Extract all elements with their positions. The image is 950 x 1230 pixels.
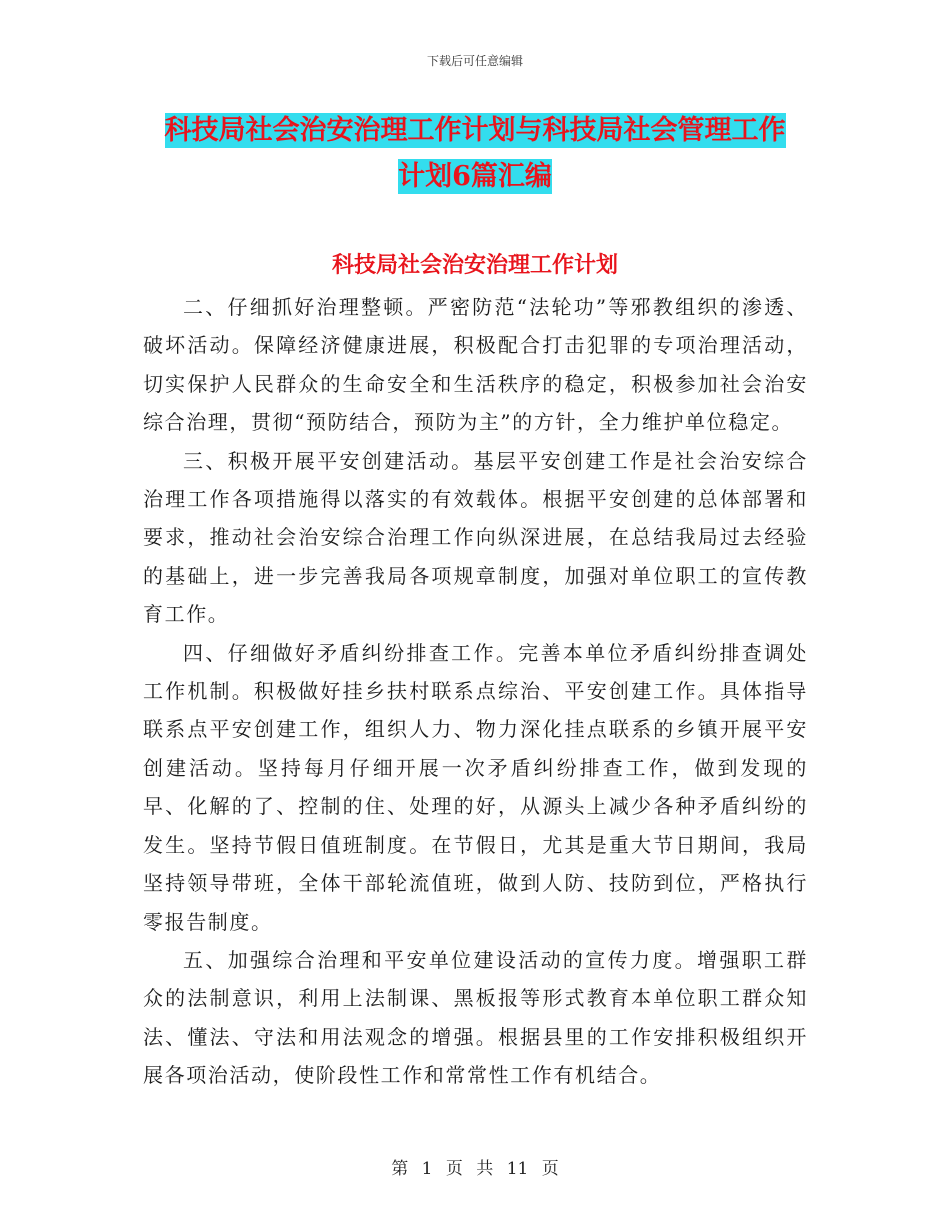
header-note: 下载后可任意编辑: [426, 54, 523, 68]
document-title: [0, 108, 950, 200]
paragraph: 三、积极开展平安创建活动。基层平安创建工作是社会治安综合治理工作各项措施得以落实的有效载体。根据平安创建的总体部署和要求，推动社会治安综合治理工作向纵深进展，在总结我局过去经验的基础上，进一步完善我局各项规章制度，加强对单位职工的宣传教育工作。: [143, 448, 808, 627]
footer-total-word: 页: [541, 1159, 559, 1179]
body-text: [143, 288, 808, 1095]
title-line-1: 科技局社会治安治理工作计划与科技局社会管理工作: [164, 115, 786, 146]
paragraph: 二、仔细抓好治理整顿。严密防范“法轮功”等邪教组织的渗透、破坏活动。保障经济健康进展，积极配合打击犯罪的专项治理活动，切实保护人民群众的生命安全和生活秩序的稳定，积极参加社会治安综合治理，贯彻“预防结合，预防为主”的方针，全力维护单位稳定。: [143, 295, 808, 435]
paragraph: 五、加强综合治理和平安单位建设活动的宣传力度。增强职工群众的法制意识，利用上法制课、黑板报等形式教育本单位职工群众知法、懂法、守法和用法观念的增强。根据县里的工作安排积极组织开展各项治活动，使阶段性工作和常常性工作有机结合。: [143, 947, 808, 1088]
footer-page-word: 页: [445, 1159, 463, 1179]
page-footer: [0, 1154, 950, 1179]
page-number: 1: [421, 1159, 433, 1179]
footer-prefix: 第: [391, 1159, 409, 1179]
paragraph: 四、仔细做好矛盾纠纷排查工作。完善本单位矛盾纠纷排查调处工作机制。积极做好挂乡扶村联系点综治、平安创建工作。具体指导联系点平安创建工作，组织人力、物力深化挂点联系的乡镇开展平安创建活动。坚持每月仔细开展一次矛盾纠纷排查工作，做到发现的早、化解的了、控制的住、处理的好，从源头上减少各种矛盾纠纷的发生。坚持节假日值班制度。在节假日，尤其是重大节日期间，我局坚持领导带班，全体干部轮流值班，做到人防、技防到位，严格执行零报告制度。: [143, 640, 808, 934]
section-title: 科技局社会治安治理工作计划: [331, 252, 618, 278]
footer-total-prefix: 共: [476, 1159, 494, 1179]
total-pages: 11: [506, 1159, 529, 1179]
title-line-2: 计划6篇汇编: [398, 161, 552, 192]
